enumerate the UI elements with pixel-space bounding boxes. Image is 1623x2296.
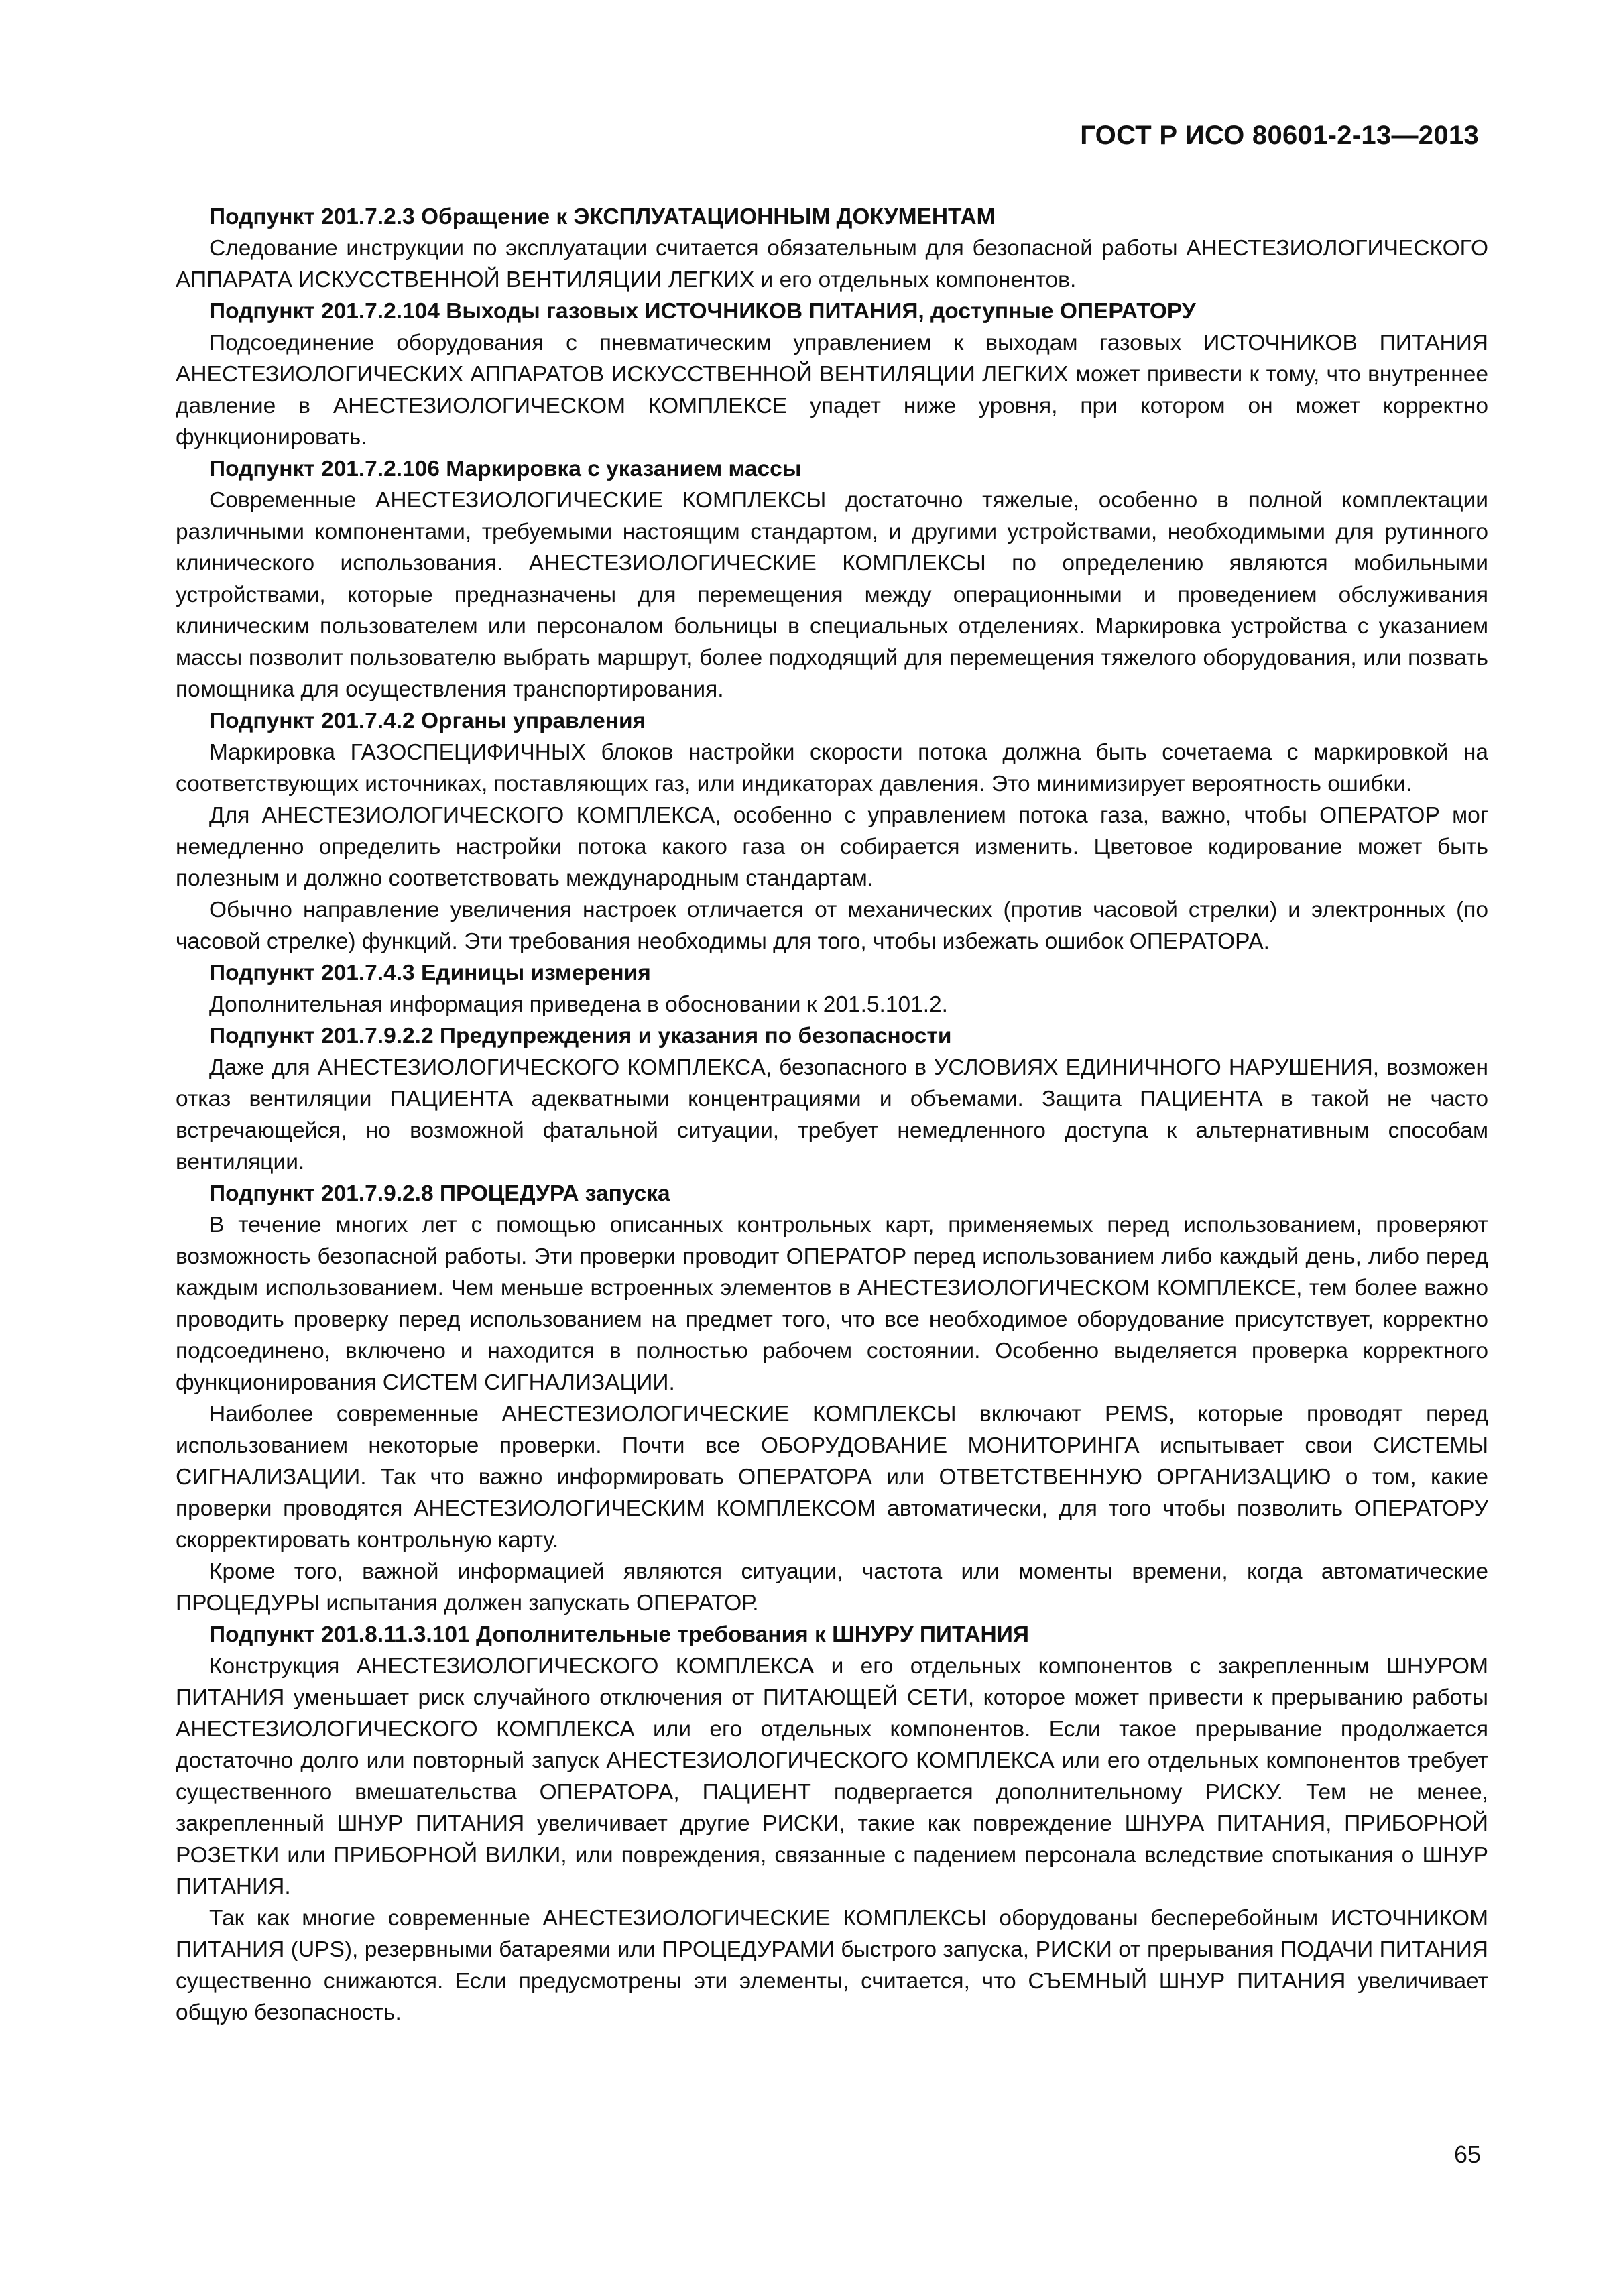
page-number: 65 bbox=[1453, 2140, 1481, 2168]
body-paragraph: Даже для АНЕСТЕЗИОЛОГИЧЕСКОГО КОМПЛЕКСА, безопасного в УСЛОВИЯХ ЕДИНИЧНОГО НАРУШЕНИЯ, возможен отказ вентиляции ПАЦИЕНТА адекватными концентрациями и объемами. Защита ПАЦИЕНТА в такой не часто встречающейся, но возможной фатальной ситуации, требует немедленного доступа к альтернативным способам вентиляции. bbox=[176, 1055, 1488, 1174]
section-heading: Подпункт 201.7.4.3 Единицы измерения bbox=[209, 961, 651, 985]
section-heading: Подпункт 201.7.9.2.2 Предупреждения и указания по безопасности bbox=[209, 1024, 952, 1048]
body-paragraph: Современные АНЕСТЕЗИОЛОГИЧЕСКИЕ КОМПЛЕКСЫ достаточно тяжелые, особенно в полной комплектации различными компонентами, требуемыми настоящим стандартом, и другими устройствами, необходимыми для рутинного клинического использования. АНЕСТЕЗИОЛОГИЧЕСКИЕ КОМПЛЕКСЫ по определению являются мобильными устройствами, которые предназначены для перемещения между операционными и проведением обслуживания клиническим пользователем или персоналом больницы в специальных отделениях. Маркировка устройства с указанием массы позволит пользователю выбрать маршрут, более подходящий для перемещения тяжелого оборудования, или позвать помощника для осуществления транспортирования. bbox=[176, 488, 1488, 702]
body-paragraph: Обычно направление увеличения настроек отличается от механических (против часовой стрелки) и электронных (по часовой стрелке) функций. Эти требования необходимы для того, чтобы избежать ошибок ОПЕРАТОРА. bbox=[176, 898, 1488, 954]
body-paragraph: Так как многие современные АНЕСТЕЗИОЛОГИЧЕСКИЕ КОМПЛЕКСЫ оборудованы бесперебойным ИСТОЧНИКОМ ПИТАНИЯ (UPS), резервными батареями или ПРОЦЕДУРАМИ быстрого запуска, РИСКИ от прерывания ПОДАЧИ ПИТАНИЯ существенно снижаются. Если предусмотрены эти элементы, считается, что СЪЕМНЫЙ ШНУР ПИТАНИЯ увеличивает общую безопасность. bbox=[176, 1906, 1488, 2025]
section-heading: Подпункт 201.7.2.104 Выходы газовых ИСТОЧНИКОВ ПИТАНИЯ, доступные ОПЕРАТОРУ bbox=[209, 299, 1196, 324]
section-heading: Подпункт 201.7.2.3 Обращение к ЭКСПЛУАТАЦИОННЫМ ДОКУМЕНТАМ bbox=[209, 204, 996, 229]
document-body bbox=[176, 201, 1488, 2029]
section-heading: Подпункт 201.7.9.2.8 ПРОЦЕДУРА запуска bbox=[209, 1181, 670, 1206]
section-heading: Подпункт 201.7.4.2 Органы управления bbox=[209, 709, 646, 733]
body-paragraph: Маркировка ГАЗОСПЕЦИФИЧНЫХ блоков настройки скорости потока должна быть сочетаема с маркировкой на соответствующих источниках, поставляющих газ, или индикаторах давления. Это минимизирует вероятность ошибки. bbox=[176, 740, 1488, 796]
body-paragraph: Следование инструкции по эксплуатации считается обязательным для безопасной работы АНЕСТЕЗИОЛОГИЧЕСКОГО АППАРАТА ИСКУССТВЕННОЙ ВЕНТИЛЯЦИИ ЛЕГКИХ и его отдельных компонентов. bbox=[176, 236, 1488, 292]
section-heading: Подпункт 201.7.2.106 Маркировка с указанием массы bbox=[209, 457, 802, 481]
body-paragraph: Дополнительная информация приведена в обосновании к 201.5.101.2. bbox=[209, 992, 948, 1017]
body-paragraph: Подсоединение оборудования с пневматическим управлением к выходам газовых ИСТОЧНИКОВ ПИТАНИЯ АНЕСТЕЗИОЛОГИЧЕСКИХ АППАРАТОВ ИСКУССТВЕННОЙ ВЕНТИЛЯЦИИ ЛЕГКИХ может привести к тому, что внутреннее давление в АНЕСТЕЗИОЛОГИЧЕСКОМ КОМПЛЕКСЕ упадет ниже уровня, при котором он может корректно функционировать. bbox=[176, 330, 1488, 450]
standard-designation: ГОСТ Р ИСО 80601-2-13—2013 bbox=[1080, 121, 1479, 150]
body-paragraph: Для АНЕСТЕЗИОЛОГИЧЕСКОГО КОМПЛЕКСА, особенно с управлением потока газа, важно, чтобы ОПЕРАТОР мог немедленно определить настройки потока какого газа он собирается изменить. Цветовое кодирование может быть полезным и должно соответствовать международным стандартам. bbox=[176, 803, 1488, 891]
body-paragraph: Кроме того, важной информацией являются ситуации, частота или моменты времени, когда автоматические ПРОЦЕДУРЫ испытания должен запускать ОПЕРАТОР. bbox=[176, 1559, 1488, 1616]
body-paragraph: В течение многих лет с помощью описанных контрольных карт, применяемых перед использованием, проверяют возможность безопасной работы. Эти проверки проводит ОПЕРАТОР перед использованием либо каждый день, либо перед каждым использованием. Чем меньше встроенных элементов в АНЕСТЕЗИОЛОГИЧЕСКОМ КОМПЛЕКСЕ, тем более важно проводить проверку перед использованием на предмет того, что все необходимое оборудование присутствует, корректно подсоединено, включено и находится в полностью рабочем состоянии. Особенно выделяется проверка корректного функционирования СИСТЕМ СИГНАЛИЗАЦИИ. bbox=[176, 1213, 1488, 1395]
body-paragraph: Наиболее современные АНЕСТЕЗИОЛОГИЧЕСКИЕ КОМПЛЕКСЫ включают PEMS, которые проводят перед использованием некоторые проверки. Почти все ОБОРУДОВАНИЕ МОНИТОРИНГА испытывает свои СИСТЕМЫ СИГНАЛИЗАЦИИ. Так что важно информировать ОПЕРАТОРА или ОТВЕТСТВЕННУЮ ОРГАНИЗАЦИЮ о том, какие проверки проводятся АНЕСТЕЗИОЛОГИЧЕСКИМ КОМПЛЕКСОМ автоматически, для того чтобы позволить ОПЕРАТОРУ скорректировать контрольную карту. bbox=[176, 1402, 1488, 1553]
body-paragraph: Конструкция АНЕСТЕЗИОЛОГИЧЕСКОГО КОМПЛЕКСА и его отдельных компонентов с закрепленным ШНУРОМ ПИТАНИЯ уменьшает риск случайного отключения от ПИТАЮЩЕЙ СЕТИ, которое может привести к прерыванию работы АНЕСТЕЗИОЛОГИЧЕСКОГО КОМПЛЕКСА или его отдельных компонентов. Если такое прерывание продолжается достаточно долго или повторный запуск АНЕСТЕЗИОЛОГИЧЕСКОГО КОМПЛЕКСА или его отдельных компонентов требует существенного вмешательства ОПЕРАТОРА, ПАЦИЕНТ подвергается дополнительному РИСКУ. Тем не менее, закрепленный ШНУР ПИТАНИЯ увеличивает другие РИСКИ, такие как повреждение ШНУРА ПИТАНИЯ, ПРИБОРНОЙ РОЗЕТКИ или ПРИБОРНОЙ ВИЛКИ, или повреждения, связанные с падением персонала вследствие спотыкания о ШНУР ПИТАНИЯ. bbox=[176, 1654, 1488, 1899]
section-heading: Подпункт 201.8.11.3.101 Дополнительные требования к ШНУРУ ПИТАНИЯ bbox=[209, 1622, 1029, 1647]
